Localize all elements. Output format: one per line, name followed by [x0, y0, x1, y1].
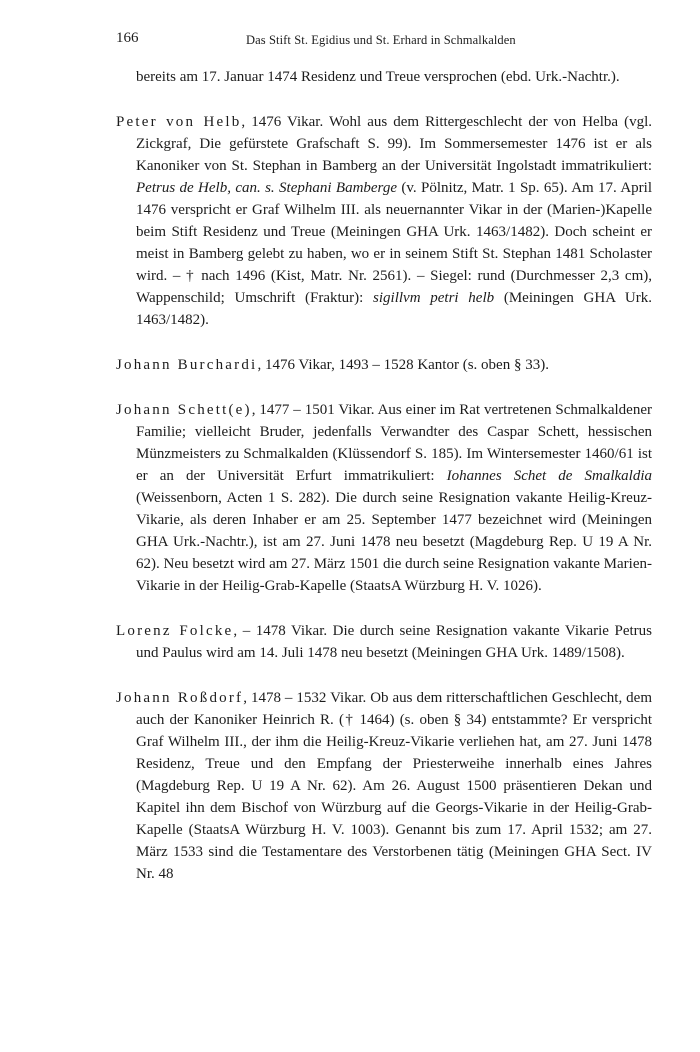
text-segment: , 1476 Vikar. Wohl aus dem Rittergeschlecht der von Helba (vgl. Zickgraf, Die gefürstete Grafschaft S. 99). Im Sommersemester 1476 ist er als Kanoniker von St. Stephan in Bamberg an der Universität Ingolstadt immatrikuliert:	[136, 114, 652, 174]
entry-peter-von-helb	[116, 111, 652, 331]
text-segment: bereits am 17. Januar 1474 Residenz und Treue versprochen (ebd. Urk.-Nachtr.).	[136, 69, 620, 85]
page-header	[116, 30, 652, 52]
italic-quote: Iohannes Schet de Smalkaldia	[446, 468, 653, 484]
text-segment: , – 1478 Vikar. Die durch seine Resignation vakante Vikarie Petrus und Paulus wird am 14. Juli 1478 neu besetzt (Meiningen GHA Urk. 1489/1508).	[136, 623, 652, 661]
entry-name: Johann Burchardi	[116, 357, 258, 373]
entry-lorenz-folcke	[116, 620, 652, 664]
entry-johann-schett	[116, 399, 652, 597]
text-segment: , 1476 Vikar, 1493 – 1528 Kantor (s. oben § 33).	[257, 357, 549, 373]
body-text	[116, 66, 652, 908]
italic-quote: sigillvm petri helb	[373, 290, 495, 306]
entry-name: Lorenz Folcke	[116, 623, 234, 639]
entry-name: Peter von Helb	[116, 114, 242, 130]
entry-name: Johann Schett(e)	[116, 402, 252, 418]
text-segment: , 1477 – 1501 Vikar. Aus einer im Rat vertretenen Schmalkaldener Familie; vielleicht Bruder, jedenfalls Verwandter des Caspar Schett, hessischen Münzmeisters zu Schmalkalden (Klüssendorf S. 185). Im Wintersemester 1460/61 ist er an der Universität Erfurt immatrikuliert:	[136, 402, 652, 484]
running-title: Das Stift St. Egidius und St. Erhard in Schmalkalden	[246, 33, 516, 47]
text-segment: , 1478 – 1532 Vikar. Ob aus dem ritterschaftlichen Geschlecht, dem auch der Kanoniker Heinrich R. († 1464) (s. oben § 34) entstammte? Er verspricht Graf Wilhelm III., der ihm die Heilig-Kreuz-Vikarie verliehen hat, am 27. Juni 1478 Residenz, Treue und den Empfang der Priesterweihe innerhalb eines Jahres (Magdeburg Rep. U 19 A Nr. 62). Am 26. August 1500 präsentieren Dekan und Kapitel ihn dem Bischof von Würzburg auf die Georgs-Vikarie in der Heilig-Grab-Kapelle (StaatsA Würzburg H. V. 1003). Genannt bis zum 17. April 1532; am 27. März 1533 sind die Testamentare des Verstorbenen tätig (Meiningen GHA Sect. IV Nr. 48	[136, 690, 653, 882]
page-number: 166	[116, 30, 139, 46]
italic-quote: Petrus de Helb, can. s. Stephani Bamberge	[136, 180, 398, 196]
entry-name: Johann Roßdorf	[116, 690, 244, 706]
text-segment: (Meiningen GHA Urk. 1463/1482).	[136, 290, 653, 328]
text-segment: (v. Pölnitz, Matr. 1 Sp. 65). Am 17. April 1476 verspricht er Graf Wilhelm III. als neuernannter Vikar in der (Marien-)Kapelle beim Stift Residenz und Treue (Meiningen GHA Urk. 1463/1482). Doch scheint er meist in Bamberg gelebt zu haben, wo er in seinem Stift St. Stephan 1481 Scholaster wird. – † nach 1496 (Kist, Matr. Nr. 2561). – Siegel: rund (Durchmesser 2,3 cm), Wappenschild; Umschrift (Fraktur):	[136, 180, 653, 306]
entry-johann-rossdorf	[116, 687, 652, 885]
text-segment: (Weissenborn, Acten 1 S. 282). Die durch seine Resignation vakante Heilig-Kreuz-Vikarie, als deren Inhaber er am 25. September 1477 bezeichnet wird (Meiningen GHA Urk.-Nachtr.), ist am 27. Juni 1478 neu besetzt (Magdeburg Rep. U 19 A Nr. 62). Neu besetzt wird am 27. März 1501 die durch seine Resignation vakante Marien-Vikarie in der Heilig-Grab-Kapelle (StaatsA Würzburg H. V. 1026).	[136, 490, 652, 594]
continuation-paragraph	[116, 66, 652, 88]
entry-johann-burchardi	[116, 354, 652, 376]
